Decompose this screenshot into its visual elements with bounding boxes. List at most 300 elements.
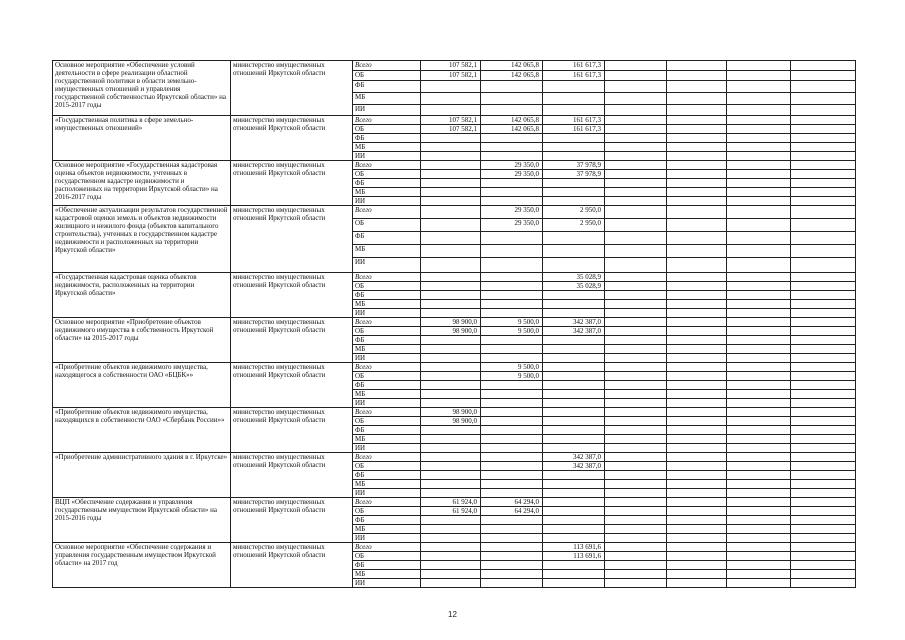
- empty-cell: [667, 579, 727, 588]
- empty-cell: [727, 71, 791, 81]
- amount-v2017: [543, 363, 605, 372]
- amount-v2015: [421, 372, 481, 381]
- funding-source: ОБ: [353, 327, 421, 336]
- amount-v2017: [543, 516, 605, 525]
- budget-table: [52, 60, 856, 588]
- amount-v2017: [543, 188, 605, 197]
- amount-v2017: [543, 105, 605, 116]
- empty-cell: [605, 318, 667, 327]
- empty-cell: [791, 435, 856, 444]
- empty-cell: [791, 381, 856, 390]
- funding-source: Всего: [353, 453, 421, 462]
- amount-v2016: [481, 232, 543, 245]
- empty-cell: [727, 354, 791, 363]
- empty-cell: [791, 507, 856, 516]
- empty-cell: [605, 134, 667, 143]
- amount-v2015: 61 924,0: [421, 507, 481, 516]
- amount-v2017: [543, 381, 605, 390]
- amount-v2015: [421, 152, 481, 161]
- amount-v2017: [543, 93, 605, 105]
- empty-cell: [605, 197, 667, 206]
- empty-cell: [727, 61, 791, 71]
- amount-v2016: [481, 561, 543, 570]
- empty-cell: [727, 480, 791, 489]
- funding-source: ОБ: [353, 219, 421, 232]
- funding-source: Всего: [353, 61, 421, 71]
- amount-v2015: [421, 516, 481, 525]
- empty-cell: [667, 232, 727, 245]
- empty-cell: [791, 61, 856, 71]
- funding-source: Всего: [353, 116, 421, 125]
- empty-cell: [791, 372, 856, 381]
- amount-v2015: [421, 525, 481, 534]
- measure-description: «Приобретение объектов недвижимого имущества, находящегося в собственности ОАО «БЦБК»»: [53, 363, 231, 408]
- empty-cell: [667, 61, 727, 71]
- empty-cell: [667, 170, 727, 179]
- funding-source: МБ: [353, 390, 421, 399]
- empty-cell: [667, 525, 727, 534]
- empty-cell: [667, 219, 727, 232]
- amount-v2016: 9 500,0: [481, 363, 543, 372]
- empty-cell: [791, 417, 856, 426]
- empty-cell: [667, 516, 727, 525]
- empty-cell: [605, 219, 667, 232]
- funding-source: МБ: [353, 525, 421, 534]
- empty-cell: [791, 480, 856, 489]
- empty-cell: [791, 345, 856, 354]
- amount-v2017: [543, 345, 605, 354]
- amount-v2016: [481, 399, 543, 408]
- funding-source: ИИ: [353, 399, 421, 408]
- empty-cell: [667, 71, 727, 81]
- empty-cell: [791, 71, 856, 81]
- table-row: [53, 318, 856, 327]
- empty-cell: [605, 372, 667, 381]
- empty-cell: [727, 363, 791, 372]
- empty-cell: [791, 570, 856, 579]
- funding-source: ФБ: [353, 471, 421, 480]
- empty-cell: [791, 93, 856, 105]
- amount-v2015: [421, 273, 481, 282]
- amount-v2016: [481, 152, 543, 161]
- empty-cell: [667, 291, 727, 300]
- amount-v2017: [543, 534, 605, 543]
- empty-cell: [605, 498, 667, 507]
- funding-source: ОБ: [353, 170, 421, 179]
- empty-cell: [727, 417, 791, 426]
- amount-v2015: [421, 444, 481, 453]
- amount-v2015: [421, 300, 481, 309]
- funding-source: ИИ: [353, 354, 421, 363]
- funding-source: ОБ: [353, 372, 421, 381]
- amount-v2017: 113 691,6: [543, 543, 605, 552]
- amount-v2016: [481, 525, 543, 534]
- empty-cell: [605, 354, 667, 363]
- funding-source: ИИ: [353, 534, 421, 543]
- amount-v2017: [543, 579, 605, 588]
- empty-cell: [727, 516, 791, 525]
- empty-cell: [667, 363, 727, 372]
- empty-cell: [667, 81, 727, 93]
- empty-cell: [727, 258, 791, 273]
- empty-cell: [605, 381, 667, 390]
- empty-cell: [605, 417, 667, 426]
- amount-v2015: 61 924,0: [421, 498, 481, 507]
- empty-cell: [605, 61, 667, 71]
- amount-v2016: [481, 258, 543, 273]
- empty-cell: [791, 179, 856, 188]
- funding-source: Всего: [353, 408, 421, 417]
- amount-v2015: [421, 134, 481, 143]
- empty-cell: [727, 188, 791, 197]
- empty-cell: [727, 345, 791, 354]
- funding-source: Всего: [353, 498, 421, 507]
- empty-cell: [791, 219, 856, 232]
- empty-cell: [605, 273, 667, 282]
- funding-source: ОБ: [353, 71, 421, 81]
- empty-cell: [791, 143, 856, 152]
- empty-cell: [791, 552, 856, 561]
- amount-v2016: 9 500,0: [481, 318, 543, 327]
- empty-cell: [605, 327, 667, 336]
- amount-v2015: [421, 552, 481, 561]
- empty-cell: [605, 525, 667, 534]
- empty-cell: [667, 498, 727, 507]
- empty-cell: [605, 81, 667, 93]
- amount-v2016: 64 294,0: [481, 498, 543, 507]
- amount-v2015: [421, 462, 481, 471]
- responsible-executor: министерство имущественных отношений Иркутской области: [231, 61, 353, 116]
- empty-cell: [727, 105, 791, 116]
- funding-source: ИИ: [353, 152, 421, 161]
- measure-description: «Приобретение административного здания в г. Иркутске»: [53, 453, 231, 498]
- funding-source: Всего: [353, 273, 421, 282]
- funding-source: МБ: [353, 345, 421, 354]
- funding-source: ОБ: [353, 417, 421, 426]
- funding-source: МБ: [353, 143, 421, 152]
- empty-cell: [667, 336, 727, 345]
- amount-v2016: [481, 81, 543, 93]
- responsible-executor: министерство имущественных отношений Иркутской области: [231, 206, 353, 273]
- empty-cell: [791, 354, 856, 363]
- empty-cell: [667, 462, 727, 471]
- measure-description: Основное мероприятие «Приобретение объектов недвижимого имущества в собственность Иркутской области» на 2015-2017 годы: [53, 318, 231, 363]
- amount-v2016: 29 350,0: [481, 170, 543, 179]
- page-number: 12: [448, 610, 457, 619]
- amount-v2017: [543, 444, 605, 453]
- amount-v2016: 9 500,0: [481, 372, 543, 381]
- empty-cell: [667, 471, 727, 480]
- amount-v2017: [543, 354, 605, 363]
- empty-cell: [791, 390, 856, 399]
- amount-v2017: [543, 480, 605, 489]
- funding-source: ОБ: [353, 507, 421, 516]
- empty-cell: [605, 570, 667, 579]
- funding-source: МБ: [353, 245, 421, 258]
- empty-cell: [791, 206, 856, 219]
- amount-v2016: 29 350,0: [481, 219, 543, 232]
- amount-v2016: [481, 282, 543, 291]
- empty-cell: [605, 507, 667, 516]
- responsible-executor: министерство имущественных отношений Иркутской области: [231, 363, 353, 408]
- amount-v2015: [421, 258, 481, 273]
- table-row: [53, 206, 856, 219]
- amount-v2017: 35 028,9: [543, 273, 605, 282]
- empty-cell: [667, 489, 727, 498]
- amount-v2016: [481, 188, 543, 197]
- empty-cell: [727, 489, 791, 498]
- empty-cell: [727, 282, 791, 291]
- amount-v2015: [421, 93, 481, 105]
- empty-cell: [727, 273, 791, 282]
- funding-source: ИИ: [353, 105, 421, 116]
- empty-cell: [667, 245, 727, 258]
- empty-cell: [727, 143, 791, 152]
- funding-source: Всего: [353, 318, 421, 327]
- amount-v2015: [421, 489, 481, 498]
- amount-v2016: 142 065,8: [481, 116, 543, 125]
- amount-v2015: [421, 179, 481, 188]
- table-row: [53, 363, 856, 372]
- empty-cell: [727, 372, 791, 381]
- empty-cell: [667, 507, 727, 516]
- amount-v2017: 161 617,3: [543, 116, 605, 125]
- amount-v2016: [481, 489, 543, 498]
- empty-cell: [791, 534, 856, 543]
- funding-source: Всего: [353, 363, 421, 372]
- amount-v2017: [543, 134, 605, 143]
- empty-cell: [667, 188, 727, 197]
- amount-v2017: [543, 197, 605, 206]
- empty-cell: [667, 206, 727, 219]
- amount-v2016: [481, 105, 543, 116]
- amount-v2016: [481, 134, 543, 143]
- empty-cell: [791, 426, 856, 435]
- empty-cell: [791, 188, 856, 197]
- table-row: [53, 408, 856, 417]
- amount-v2016: [481, 354, 543, 363]
- empty-cell: [791, 197, 856, 206]
- empty-cell: [791, 245, 856, 258]
- measure-description: Основное мероприятие «Обеспечение содержания и управления государственным имуществом Иркутской области» на 2017 год: [53, 543, 231, 588]
- empty-cell: [727, 453, 791, 462]
- measure-description: Основное мероприятие «Государственная кадастровая оценка объектов недвижимости, учтенных в государственном кадастре недвижимости и расположенных на территории Иркутской области» на 2016-2017 годы: [53, 161, 231, 206]
- amount-v2015: [421, 206, 481, 219]
- amount-v2017: 342 387,0: [543, 462, 605, 471]
- amount-v2017: 161 617,3: [543, 71, 605, 81]
- empty-cell: [667, 381, 727, 390]
- empty-cell: [727, 179, 791, 188]
- empty-cell: [605, 116, 667, 125]
- empty-cell: [667, 93, 727, 105]
- empty-cell: [791, 161, 856, 170]
- empty-cell: [791, 453, 856, 462]
- empty-cell: [605, 534, 667, 543]
- amount-v2015: [421, 282, 481, 291]
- empty-cell: [605, 300, 667, 309]
- empty-cell: [667, 426, 727, 435]
- funding-source: ФБ: [353, 81, 421, 93]
- amount-v2017: [543, 390, 605, 399]
- funding-source: МБ: [353, 435, 421, 444]
- empty-cell: [605, 480, 667, 489]
- empty-cell: [727, 152, 791, 161]
- empty-cell: [791, 116, 856, 125]
- empty-cell: [605, 471, 667, 480]
- amount-v2015: [421, 336, 481, 345]
- responsible-executor: министерство имущественных отношений Иркутской области: [231, 161, 353, 206]
- amount-v2016: [481, 462, 543, 471]
- empty-cell: [791, 81, 856, 93]
- amount-v2016: [481, 179, 543, 188]
- amount-v2015: [421, 188, 481, 197]
- empty-cell: [727, 561, 791, 570]
- amount-v2017: [543, 291, 605, 300]
- empty-cell: [605, 258, 667, 273]
- amount-v2015: [421, 105, 481, 116]
- amount-v2016: [481, 453, 543, 462]
- table-row: [53, 543, 856, 552]
- empty-cell: [605, 390, 667, 399]
- empty-cell: [667, 345, 727, 354]
- empty-cell: [667, 125, 727, 134]
- empty-cell: [727, 426, 791, 435]
- funding-source: Всего: [353, 206, 421, 219]
- amount-v2017: [543, 561, 605, 570]
- empty-cell: [605, 435, 667, 444]
- amount-v2016: 142 065,8: [481, 71, 543, 81]
- empty-cell: [727, 435, 791, 444]
- empty-cell: [605, 489, 667, 498]
- empty-cell: [727, 232, 791, 245]
- empty-cell: [667, 143, 727, 152]
- amount-v2017: [543, 372, 605, 381]
- amount-v2017: [543, 245, 605, 258]
- amount-v2015: 107 582,1: [421, 116, 481, 125]
- empty-cell: [791, 309, 856, 318]
- table-row: [53, 61, 856, 71]
- amount-v2017: [543, 525, 605, 534]
- amount-v2016: [481, 534, 543, 543]
- empty-cell: [727, 408, 791, 417]
- amount-v2017: [543, 471, 605, 480]
- empty-cell: [605, 426, 667, 435]
- amount-v2017: [543, 81, 605, 93]
- empty-cell: [791, 363, 856, 372]
- amount-v2015: 107 582,1: [421, 71, 481, 81]
- empty-cell: [727, 381, 791, 390]
- empty-cell: [727, 327, 791, 336]
- amount-v2017: [543, 179, 605, 188]
- amount-v2016: [481, 417, 543, 426]
- empty-cell: [791, 516, 856, 525]
- amount-v2017: 161 617,3: [543, 61, 605, 71]
- empty-cell: [667, 318, 727, 327]
- amount-v2015: 98 900,0: [421, 318, 481, 327]
- amount-v2016: [481, 309, 543, 318]
- amount-v2015: [421, 354, 481, 363]
- amount-v2017: [543, 570, 605, 579]
- amount-v2016: [481, 516, 543, 525]
- amount-v2015: [421, 232, 481, 245]
- amount-v2015: [421, 170, 481, 179]
- amount-v2015: [421, 453, 481, 462]
- measure-description: ВЦП «Обеспечение содержания и управления государственным имуществом Иркутской области» на 2015-2016 годы: [53, 498, 231, 543]
- empty-cell: [605, 336, 667, 345]
- empty-cell: [791, 300, 856, 309]
- empty-cell: [727, 462, 791, 471]
- empty-cell: [605, 309, 667, 318]
- funding-source: ИИ: [353, 579, 421, 588]
- empty-cell: [727, 444, 791, 453]
- amount-v2016: [481, 197, 543, 206]
- empty-cell: [667, 105, 727, 116]
- funding-source: МБ: [353, 300, 421, 309]
- empty-cell: [667, 309, 727, 318]
- amount-v2017: [543, 152, 605, 161]
- amount-v2016: 142 065,8: [481, 61, 543, 71]
- empty-cell: [791, 444, 856, 453]
- amount-v2017: [543, 426, 605, 435]
- amount-v2016: [481, 381, 543, 390]
- empty-cell: [727, 116, 791, 125]
- funding-source: ФБ: [353, 516, 421, 525]
- empty-cell: [667, 161, 727, 170]
- empty-cell: [605, 345, 667, 354]
- empty-cell: [667, 273, 727, 282]
- empty-cell: [605, 188, 667, 197]
- amount-v2016: [481, 579, 543, 588]
- amount-v2015: [421, 561, 481, 570]
- amount-v2016: [481, 143, 543, 152]
- funding-source: ФБ: [353, 232, 421, 245]
- amount-v2015: [421, 143, 481, 152]
- table-row: [53, 273, 856, 282]
- measure-description: Основное мероприятие «Обеспечение условий деятельности в сфере реализации областной государственной политики в области земельно-имущественных отношений и управления государственной собственностью Иркутской области» на 2015-2017 годы: [53, 61, 231, 116]
- amount-v2015: [421, 245, 481, 258]
- empty-cell: [727, 336, 791, 345]
- empty-cell: [791, 152, 856, 161]
- empty-cell: [605, 291, 667, 300]
- amount-v2015: 98 900,0: [421, 327, 481, 336]
- empty-cell: [791, 543, 856, 552]
- empty-cell: [605, 125, 667, 134]
- amount-v2015: [421, 426, 481, 435]
- empty-cell: [727, 219, 791, 232]
- funding-source: ОБ: [353, 282, 421, 291]
- measure-description: «Государственная политика в сфере земельно-имущественных отношений»: [53, 116, 231, 161]
- funding-source: ИИ: [353, 444, 421, 453]
- amount-v2015: 107 582,1: [421, 125, 481, 134]
- empty-cell: [727, 552, 791, 561]
- empty-cell: [791, 125, 856, 134]
- amount-v2017: 342 387,0: [543, 453, 605, 462]
- responsible-executor: министерство имущественных отношений Иркутской области: [231, 273, 353, 318]
- amount-v2016: [481, 93, 543, 105]
- empty-cell: [667, 258, 727, 273]
- amount-v2017: 113 691,6: [543, 552, 605, 561]
- empty-cell: [605, 399, 667, 408]
- amount-v2015: 98 900,0: [421, 408, 481, 417]
- empty-cell: [605, 179, 667, 188]
- measure-description: «Государственная кадастровая оценка объектов недвижимости, расположенных на территории Иркутской области»: [53, 273, 231, 318]
- responsible-executor: министерство имущественных отношений Иркутской области: [231, 318, 353, 363]
- empty-cell: [667, 570, 727, 579]
- table-row: [53, 453, 856, 462]
- funding-source: ФБ: [353, 179, 421, 188]
- empty-cell: [727, 570, 791, 579]
- empty-cell: [791, 561, 856, 570]
